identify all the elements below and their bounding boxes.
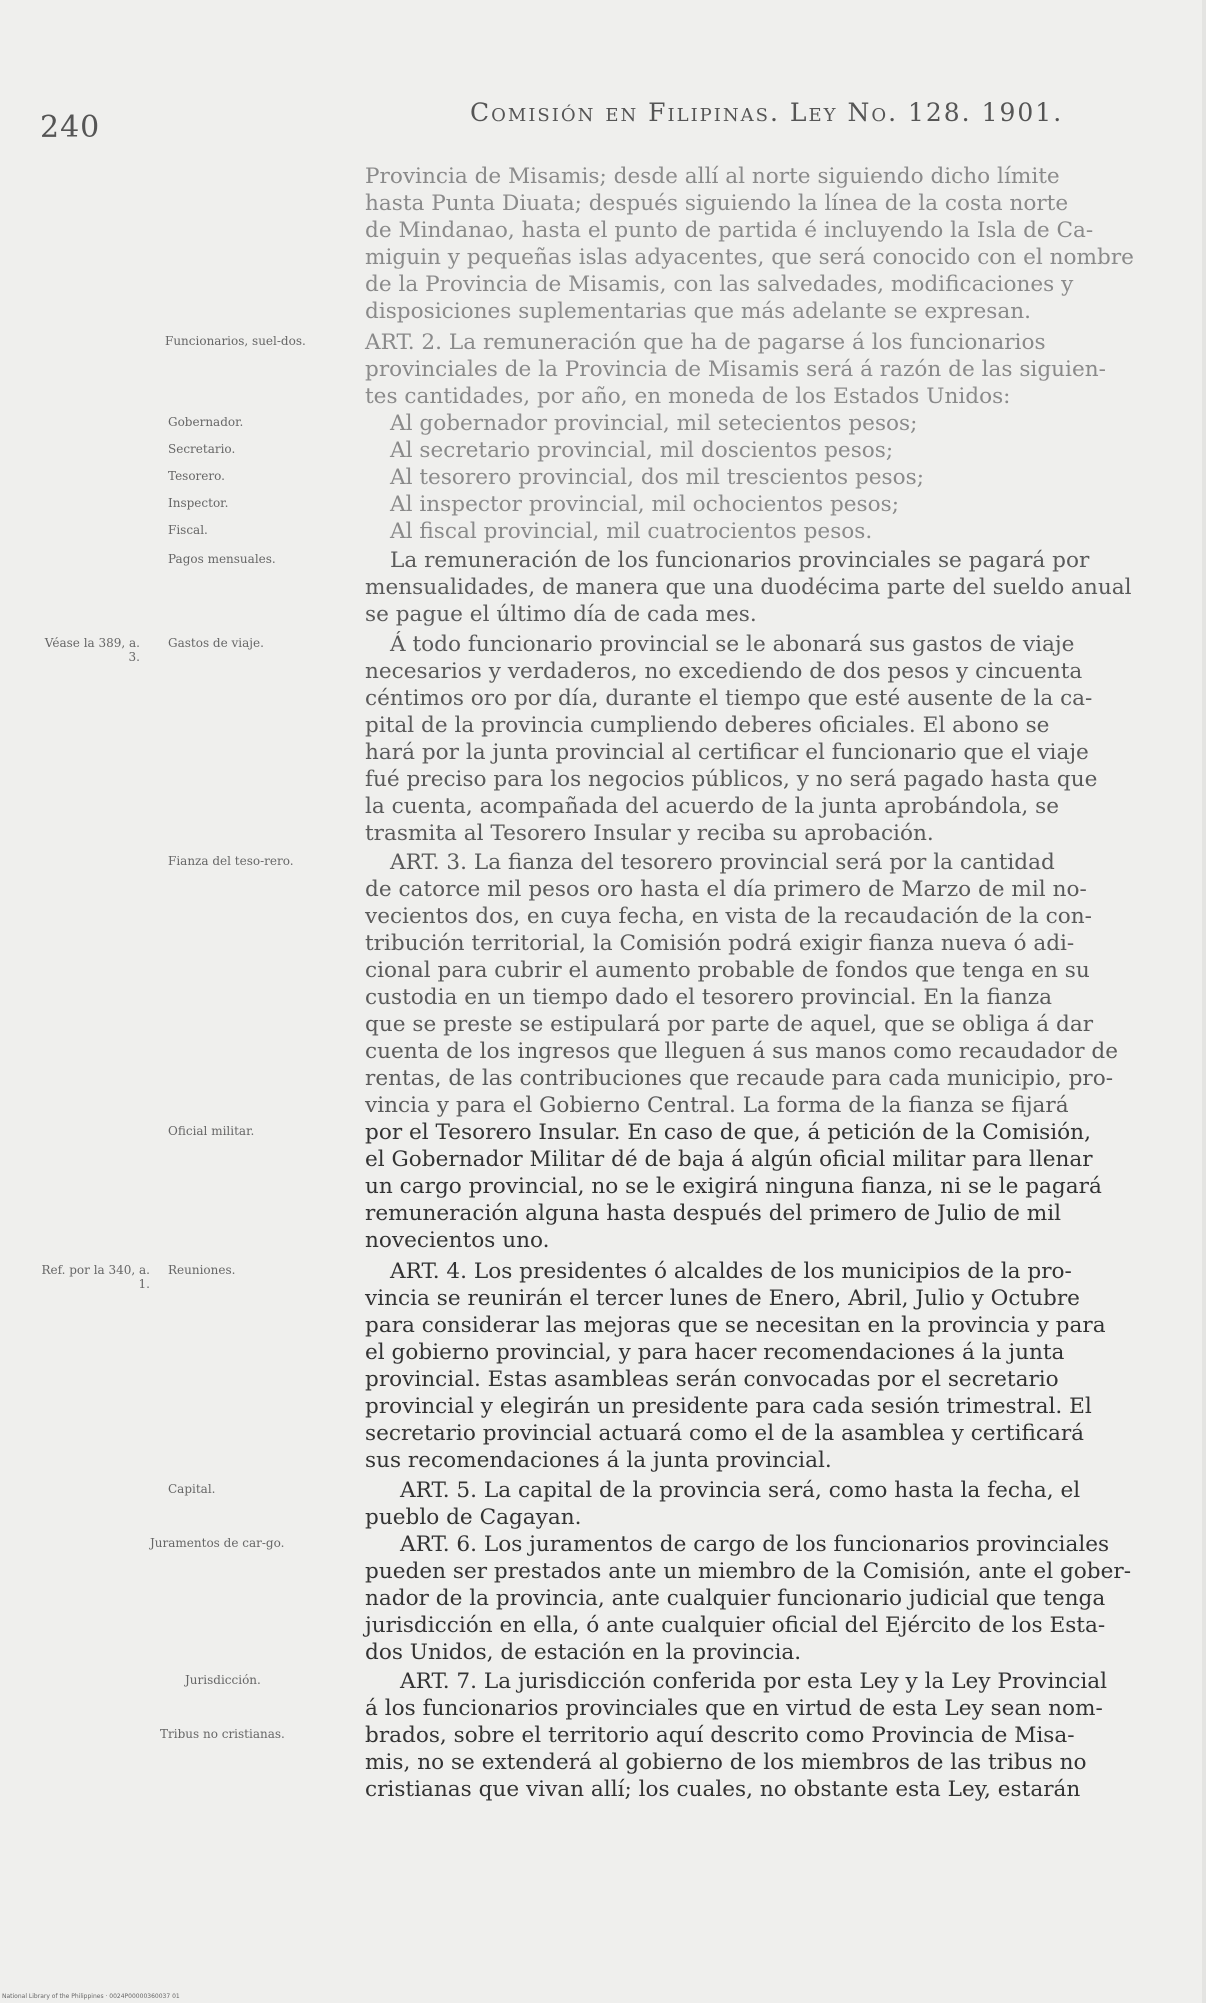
body-line: Al tesorero provincial, dos mil trescientos pesos; xyxy=(390,465,924,490)
body-line-article: ART. 7. La jurisdicción conferida por esta Ley y la Ley Provincial xyxy=(400,1669,1108,1694)
body-line: de catorce mil pesos oro hasta el día primero de Marzo de mil no- xyxy=(365,877,1087,902)
body-line: provincial. Estas asambleas serán convocadas por el secretario xyxy=(365,1367,1059,1392)
body-line: un cargo provincial, no se le exigirá ninguna fianza, ni se le pagará xyxy=(365,1174,1102,1199)
side-note: Secretario. xyxy=(168,442,236,456)
side-note: Fiscal. xyxy=(168,523,208,537)
page-edge xyxy=(1202,0,1206,2003)
body-line: trasmita al Tesorero Insular y reciba su aprobación. xyxy=(365,821,934,846)
body-line-article: ART. 2. La remuneración que ha de pagarse á los funcionarios xyxy=(365,330,1046,355)
body-line: vincia y para el Gobierno Central. La forma de la fianza se fijará xyxy=(365,1093,1069,1118)
body-line: que se preste se estipulará por parte de aquel, que se obliga á dar xyxy=(365,1012,1094,1037)
body-line: Al gobernador provincial, mil setecientos pesos; xyxy=(390,411,918,436)
body-line: Al inspector provincial, mil ochocientos pesos; xyxy=(390,492,899,517)
body-line: Provincia de Misamis; desde allí al norte siguiendo dicho límite xyxy=(365,164,1060,189)
side-note: Tribus no cristianas. xyxy=(160,1727,285,1741)
body-line: remuneración alguna hasta después del primero de Julio de mil xyxy=(365,1201,1062,1226)
body-line: vincia se reunirán el tercer lunes de Enero, Abril, Julio y Octubre xyxy=(365,1286,1080,1311)
body-line: mensualidades, de manera que una duodécima parte del sueldo anual xyxy=(365,575,1132,600)
body-line: nador de la provincia, ante cualquier funcionario judicial que tenga xyxy=(365,1586,1106,1611)
body-line: por el Tesorero Insular. En caso de que, á petición de la Comisión, xyxy=(365,1120,1091,1145)
side-note: Jurisdicción. xyxy=(185,1673,261,1687)
body-line: miguin y pequeñas islas adyacentes, que será conocido con el nombre xyxy=(365,245,1134,270)
side-note: Pagos mensuales. xyxy=(168,552,276,566)
body-line: de la Provincia de Misamis, con las salvedades, modificaciones y xyxy=(365,272,1074,297)
body-line: dos Unidos, de estación en la provincia. xyxy=(365,1640,802,1665)
side-note: Capital. xyxy=(168,1482,216,1496)
cross-reference: Ref. por la 340, a. 1. xyxy=(41,1263,150,1291)
body-line: el gobierno provincial, y para hacer recomendaciones á la junta xyxy=(365,1340,1065,1365)
body-line: hasta Punta Diuata; después siguiendo la línea de la costa norte xyxy=(365,191,1069,216)
body-line: disposiciones suplementarias que más adelante se expresan. xyxy=(365,299,1032,324)
side-note: Reuniones. xyxy=(168,1263,236,1277)
side-note: Funcionarios, suel-dos. xyxy=(165,334,306,348)
body-line: pital de la provincia cumpliendo deberes oficiales. El abono se xyxy=(365,713,1050,738)
body-line: la cuenta, acompañada del acuerdo de la junta aprobándola, se xyxy=(365,794,1059,819)
body-line: necesarios y verdaderos, no excediendo de dos pesos y cincuenta xyxy=(365,659,1083,684)
body-line: brados, sobre el territorio aquí descrito como Provincia de Misa- xyxy=(365,1723,1075,1748)
body-line: se pague el último día de cada mes. xyxy=(365,602,757,627)
body-line: fué preciso para los negocios públicos, y no será pagado hasta que xyxy=(365,767,1098,792)
body-line: cional para cubrir el aumento probable de fondos que tenga en su xyxy=(365,958,1090,983)
body-line: cuenta de los ingresos que lleguen á sus manos como recaudador de xyxy=(365,1039,1119,1064)
body-line: Al secretario provincial, mil doscientos pesos; xyxy=(390,438,894,463)
body-line: para considerar las mejoras que se necesitan en la provincia y para xyxy=(365,1313,1106,1338)
body-line: custodia en un tiempo dado el tesorero provincial. En la fianza xyxy=(365,985,1053,1010)
body-line: tes cantidades, por año, en moneda de los Estados Unidos: xyxy=(365,384,1011,409)
body-line: de Mindanao, hasta el punto de partida é incluyendo la Isla de Ca- xyxy=(365,218,1094,243)
body-line: vecientos dos, en cuya fecha, en vista de la recaudación de la con- xyxy=(365,904,1092,929)
body-line-article: ART. 6. Los juramentos de cargo de los funcionarios provinciales xyxy=(400,1532,1110,1557)
body-line-article: ART. 4. Los presidentes ó alcaldes de los municipios de la pro- xyxy=(390,1259,1072,1284)
body-line-article: ART. 3. La fianza del tesorero provincial será por la cantidad xyxy=(390,850,1055,875)
body-line: Á todo funcionario provincial se le abonará sus gastos de viaje xyxy=(390,632,1075,657)
body-line: cristianas que vivan allí; los cuales, no obstante esta Ley, estarán xyxy=(365,1777,1081,1802)
scan-credit: National Library of the Philippines · 0024P00000360037 01 xyxy=(2,1993,180,2000)
side-note: Gastos de viaje. xyxy=(168,636,264,650)
side-note: Gobernador. xyxy=(168,415,244,429)
body-line: hará por la junta provincial al certificar el funcionario que el viaje xyxy=(365,740,1089,765)
body-line: rentas, de las contribuciones que recaude para cada municipio, pro- xyxy=(365,1066,1114,1091)
body-line: á los funcionarios provinciales que en virtud de esta Ley sean nom- xyxy=(365,1696,1103,1721)
body-line: provincial y elegirán un presidente para cada sesión trimestral. El xyxy=(365,1394,1092,1419)
body-line: La remuneración de los funcionarios provinciales se pagará por xyxy=(390,548,1090,573)
body-line: tribución territorial, la Comisión podrá exigir fianza nueva ó adi- xyxy=(365,931,1075,956)
body-line: novecientos uno. xyxy=(365,1228,550,1253)
running-title: Comisión en Filipinas. Ley No. 128. 1901. xyxy=(470,98,1064,127)
body-line: el Gobernador Militar dé de baja á algún oficial militar para llenar xyxy=(365,1147,1093,1172)
body-line: sus recomendaciones á la junta provincial. xyxy=(365,1448,832,1473)
body-line-article: ART. 5. La capital de la provincia será, como hasta la fecha, el xyxy=(400,1478,1081,1503)
body-line: pueblo de Cagayan. xyxy=(365,1505,582,1530)
side-note: Inspector. xyxy=(168,496,229,510)
cross-reference: Véase la 389, a. 3. xyxy=(44,636,140,664)
body-line: pueden ser prestados ante un miembro de la Comisión, ante el gober- xyxy=(365,1559,1132,1584)
body-line: mis, no se extenderá al gobierno de los miembros de las tribus no xyxy=(365,1750,1087,1775)
page-number: 240 xyxy=(40,110,101,145)
body-line: jurisdicción en ella, ó ante cualquier oficial del Ejército de los Esta- xyxy=(365,1613,1106,1638)
side-note: Tesorero. xyxy=(168,469,225,483)
body-line: céntimos oro por día, durante el tiempo que esté ausente de la ca- xyxy=(365,686,1093,711)
side-note: Fianza del teso-rero. xyxy=(168,854,294,868)
body-line: provinciales de la Provincia de Misamis será á razón de las siguien- xyxy=(365,357,1106,382)
side-note: Oficial militar. xyxy=(168,1124,255,1138)
body-line: secretario provincial actuará como el de la asamblea y certificará xyxy=(365,1421,1085,1446)
body-line: Al fiscal provincial, mil cuatrocientos pesos. xyxy=(390,519,873,544)
side-note: Juramentos de car-go. xyxy=(150,1536,285,1550)
